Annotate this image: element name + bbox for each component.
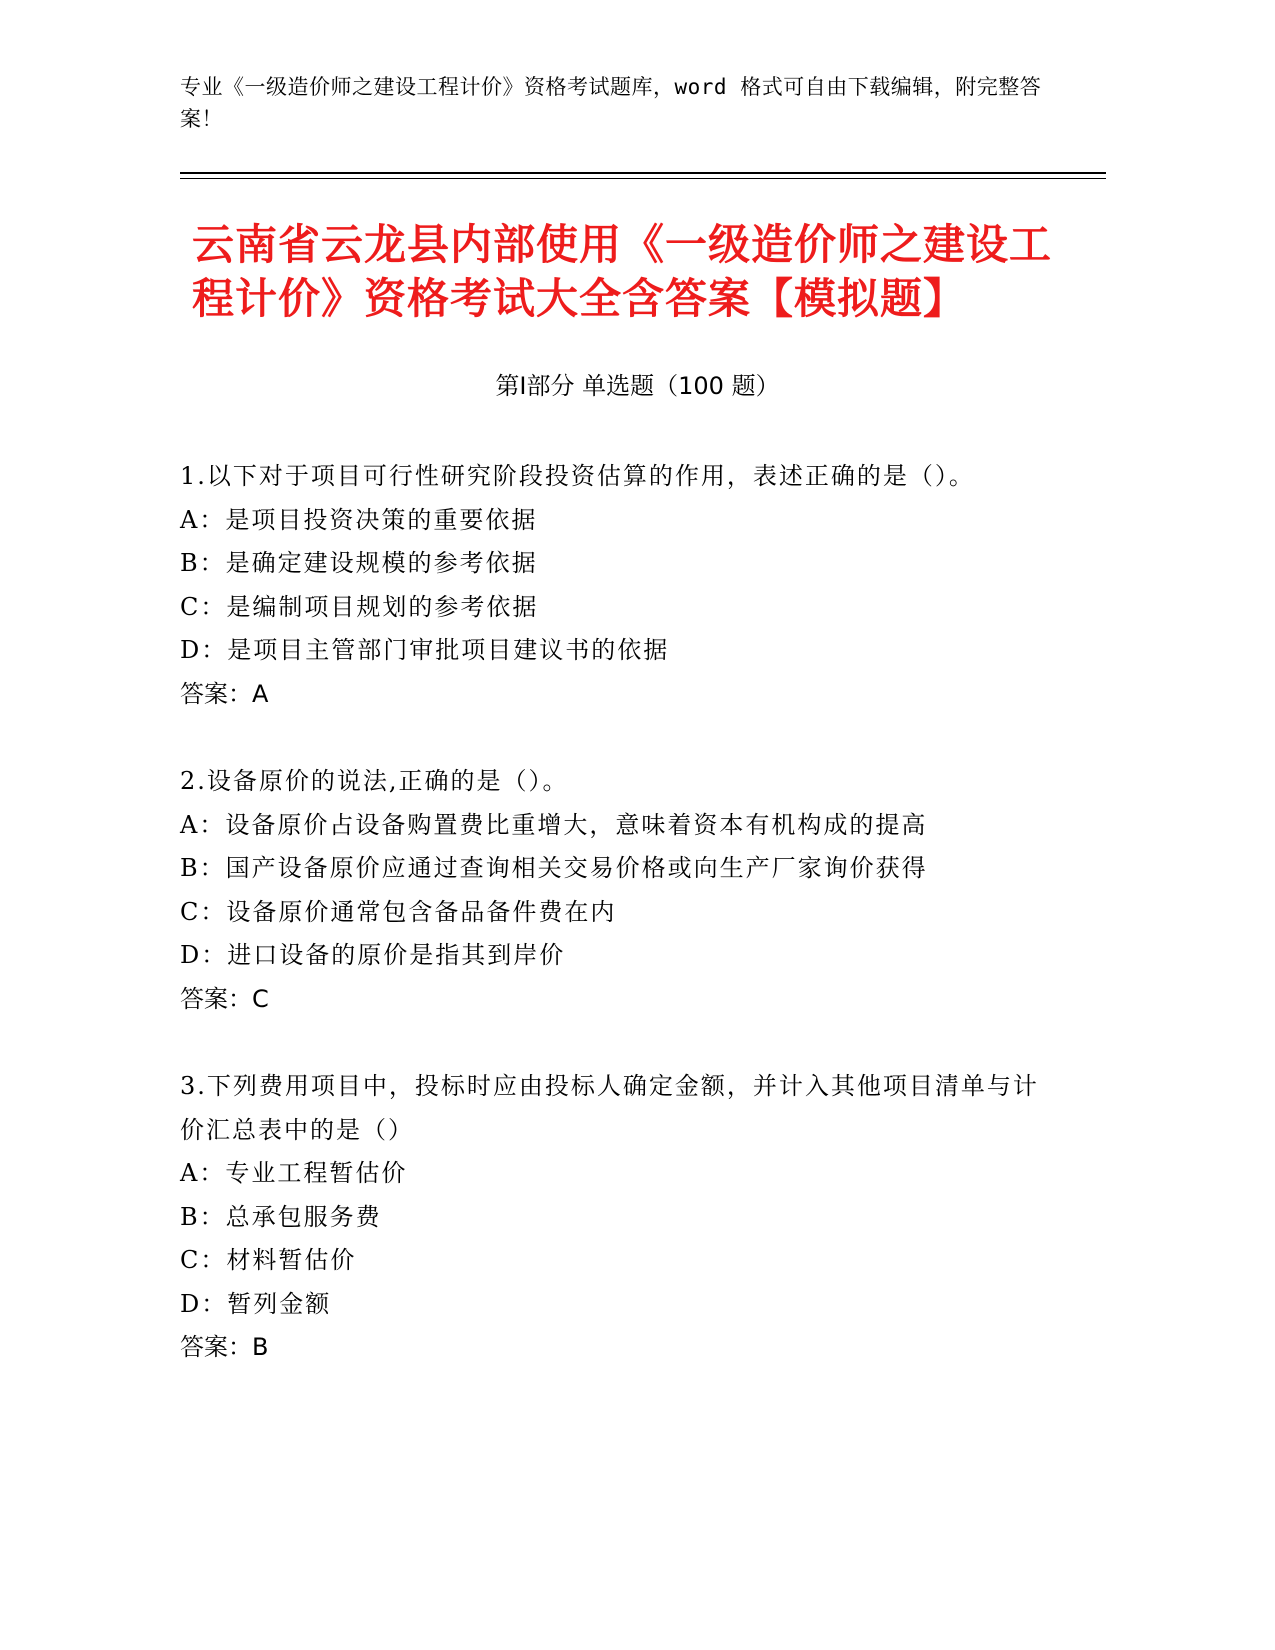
answer: 答案：B (180, 1333, 269, 1361)
option-a: A：是项目投资决策的重要依据 (180, 505, 538, 534)
option-a: A：设备原价占设备购置费比重增大，意味着资本有机构成的提高 (180, 810, 928, 839)
document-title: 云南省云龙县内部使用《一级造价师之建设工程计价》资格考试大全含答案【模拟题】 (192, 220, 1053, 323)
section-heading: 第Ⅰ部分 单选题（100 题） (495, 372, 780, 400)
question-3 (180, 1065, 1040, 1370)
option-b: B：国产设备原价应通过查询相关交易价格或向生产厂家询价获得 (180, 854, 928, 882)
answer: 答案：C (180, 984, 269, 1013)
option-c: C：是编制项目规划的参考依据 (180, 592, 539, 621)
header-divider-thick (180, 172, 1106, 174)
question-list (180, 455, 1040, 1414)
option-c: C：设备原价通常包含备品备件费在内 (180, 897, 617, 926)
question-1 (180, 455, 1040, 716)
option-d: D：暂列金额 (180, 1289, 332, 1318)
question-2 (180, 760, 1040, 1021)
option-a: A：专业工程暂估价 (180, 1159, 408, 1187)
option-d: D：进口设备的原价是指其到岸价 (180, 941, 566, 969)
question-stem: 1.以下对于项目可行性研究阶段投资估算的作用，表述正确的是（）。 (180, 462, 975, 490)
option-d: D：是项目主管部门审批项目建议书的依据 (180, 636, 670, 664)
question-stem: 3.下列费用项目中，投标时应由投标人确定金额，并计入其他项目清单与计价汇总表中的是（） (180, 1072, 1039, 1144)
answer: 答案：A (180, 679, 269, 708)
option-c: C：材料暂估价 (180, 1246, 357, 1274)
question-stem: 2.设备原价的说法,正确的是（）。 (180, 767, 569, 795)
header-note: 专业《一级造价师之建设工程计价》资格考试题库，word 格式可自由下载编辑，附完整答案！ (180, 75, 1042, 131)
option-b: B：是确定建设规模的参考依据 (180, 549, 538, 577)
header-divider-thin (180, 178, 1106, 179)
option-b: B：总承包服务费 (180, 1202, 382, 1231)
